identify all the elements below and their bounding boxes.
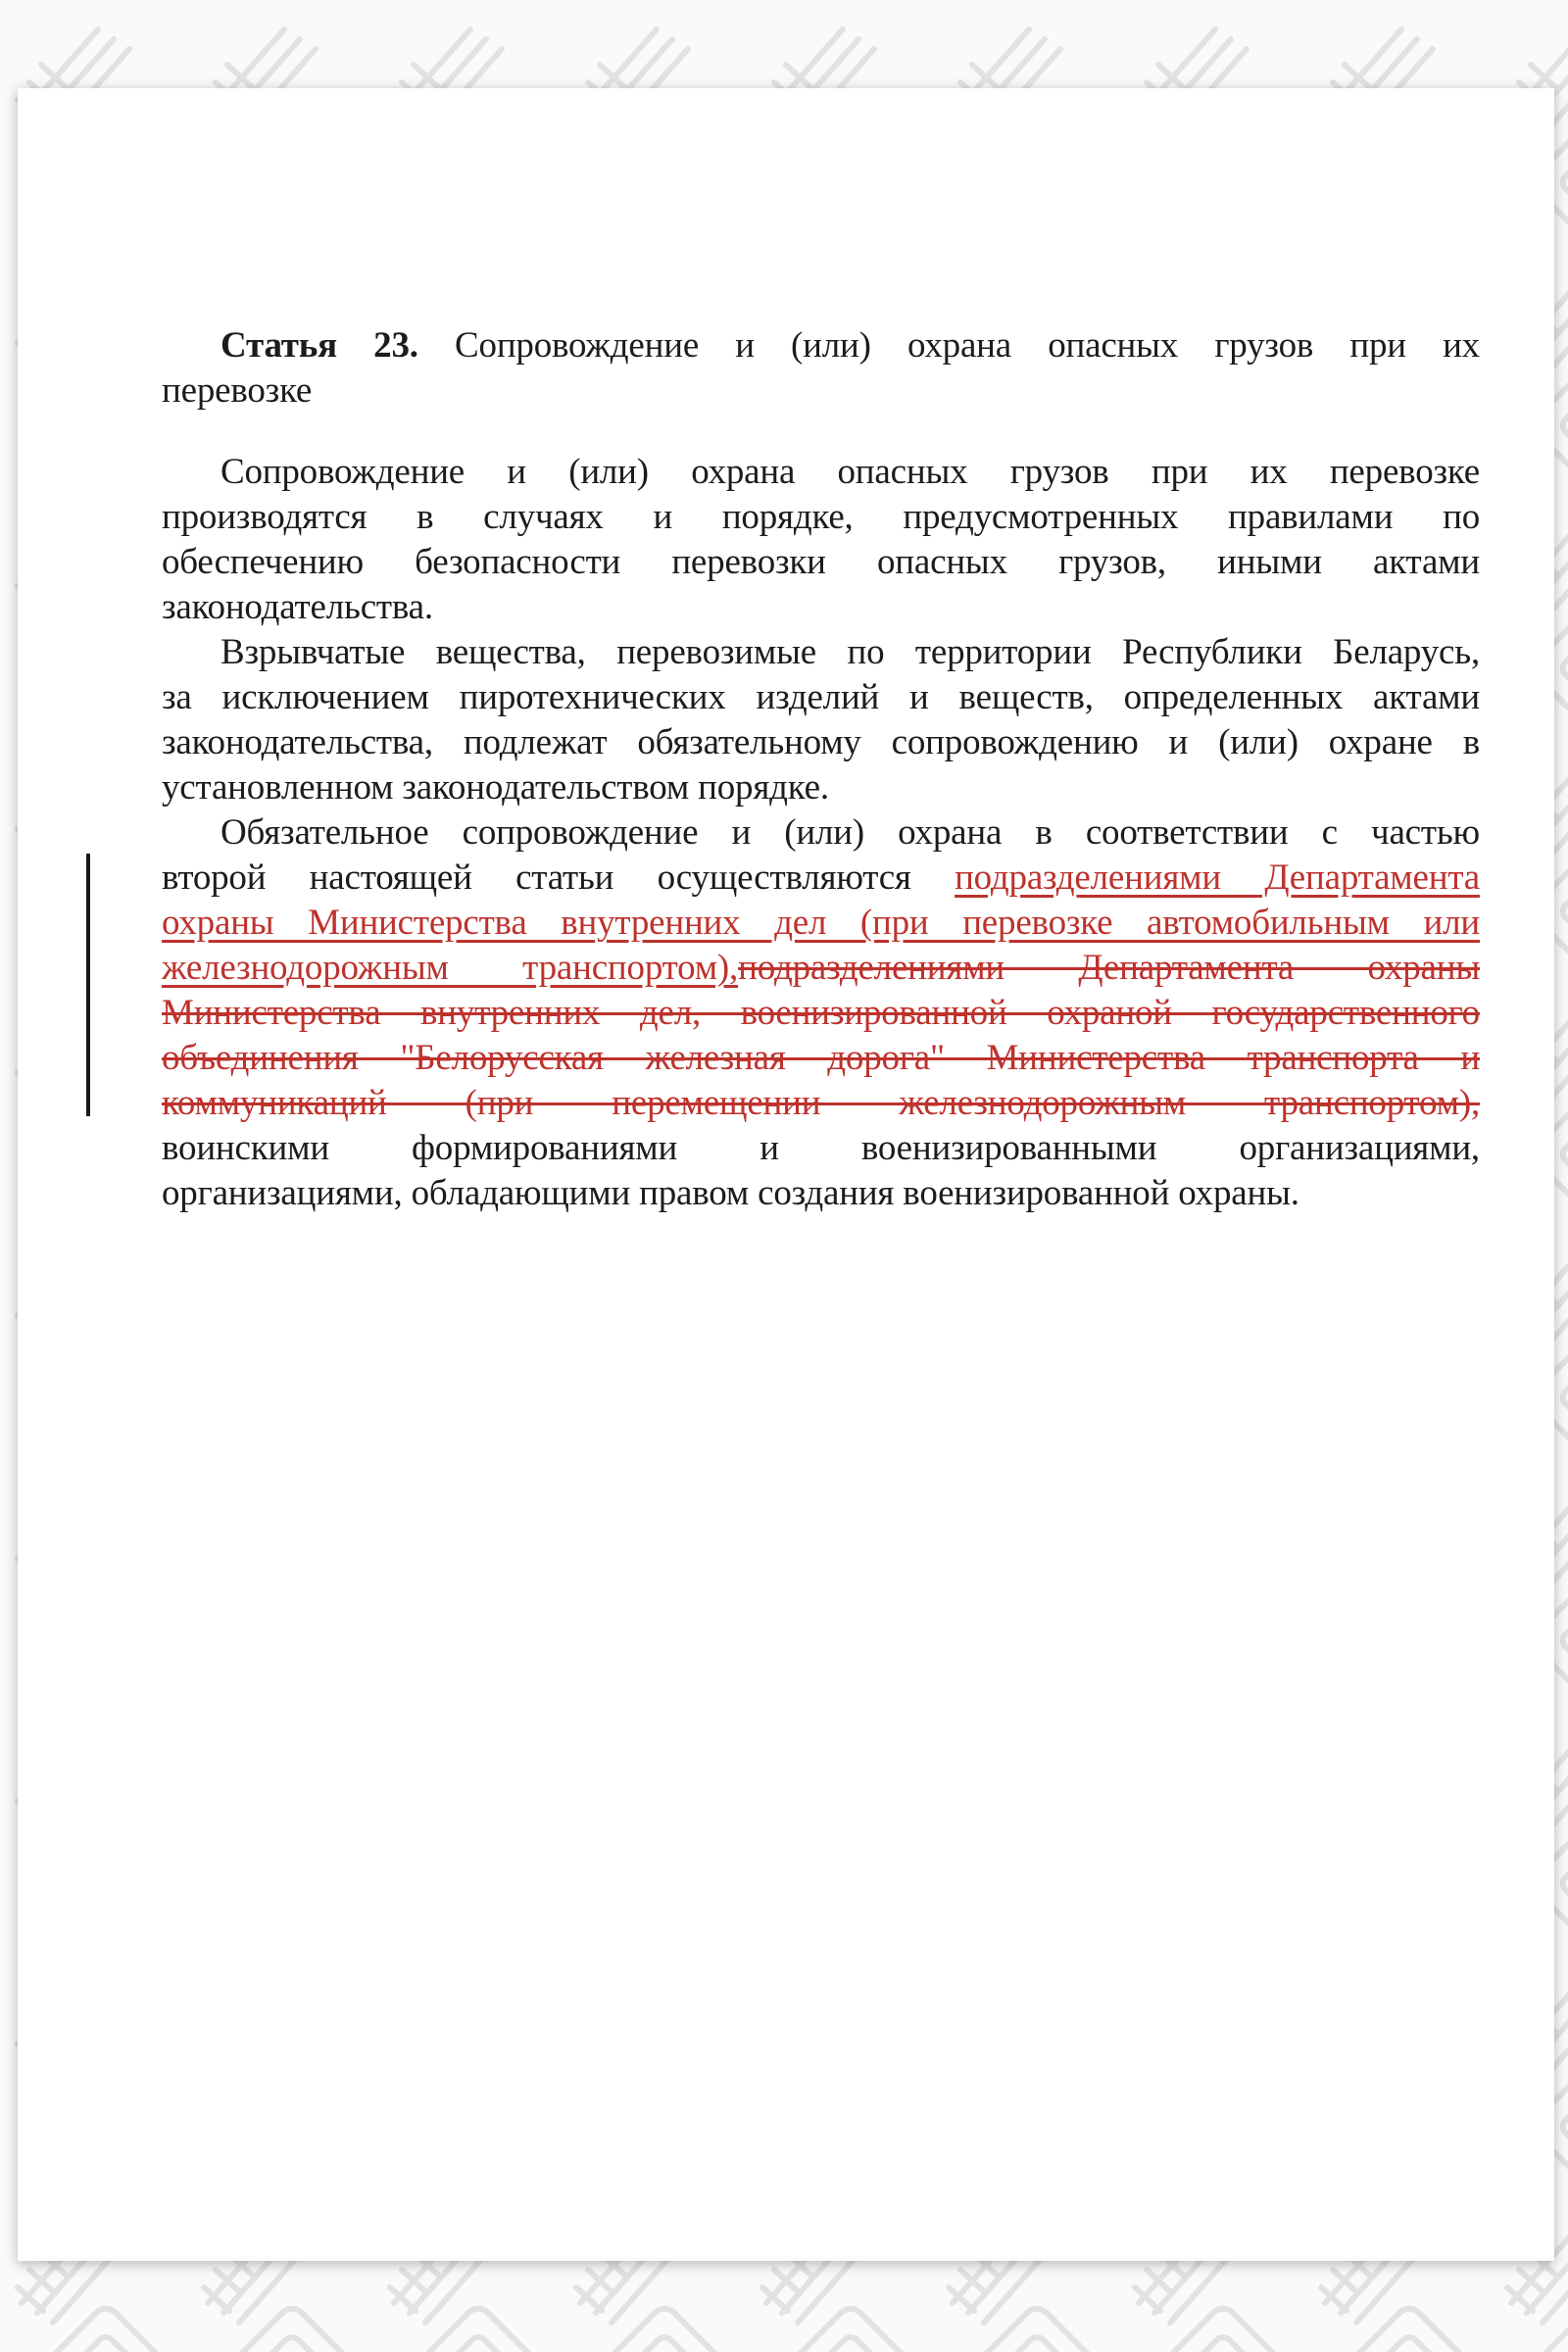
text-line — [162, 585, 1480, 630]
text-line — [162, 946, 1480, 991]
text-line — [162, 450, 1480, 495]
text-segment: второй настоящей статьи осуществляются — [162, 858, 956, 898]
deleted-text: объединения "Белорусская железная дорога" Министерства транспорта и — [162, 1038, 1480, 1078]
paragraph-2 — [162, 630, 1480, 810]
text-segment: установленном законодательством порядке. — [162, 767, 829, 808]
text-line — [162, 675, 1480, 720]
document-content — [162, 323, 1480, 1216]
text-line — [162, 765, 1480, 810]
text-line — [162, 901, 1480, 946]
text-line — [162, 991, 1480, 1036]
text-line — [162, 856, 1480, 901]
text-line — [162, 1126, 1480, 1171]
inserted-text: железнодорожным транспортом), — [162, 948, 739, 988]
text-line — [162, 810, 1480, 856]
text-segment: за исключением пиротехнических изделий и веществ, определенных актами — [162, 677, 1480, 717]
text-line — [162, 1081, 1480, 1126]
title-bold-text: Статья 23. — [220, 325, 418, 366]
text-line — [162, 720, 1480, 765]
text-segment: производятся в случаях и порядке, предусмотренных правилами по — [162, 497, 1480, 537]
text-segment: организациями, обладающими правом создания военизированной охраны. — [162, 1173, 1299, 1213]
inserted-text: подразделениями Департамента — [955, 858, 1480, 898]
text-line — [162, 368, 1480, 414]
inserted-text: охраны Министерства внутренних дел (при перевозке автомобильным или — [162, 903, 1480, 943]
text-segment: воинскими формированиями и военизированными организациями, — [162, 1128, 1480, 1168]
deleted-text: Министерства внутренних дел, военизированной охраной государственного — [162, 993, 1480, 1033]
text-line — [162, 495, 1480, 540]
document-page — [18, 88, 1554, 2261]
text-segment: Взрывчатые вещества, перевозимые по территории Республики Беларусь, — [220, 632, 1480, 672]
text-segment: Сопровождение и (или) охрана опасных грузов при их — [417, 325, 1480, 366]
paragraph-3 — [162, 810, 1480, 1216]
text-line — [162, 540, 1480, 585]
text-segment: законодательства. — [162, 587, 433, 627]
deleted-text: подразделениями Департамента охраны — [738, 948, 1480, 988]
paragraph-1 — [162, 450, 1480, 630]
text-segment: Обязательное сопровождение и (или) охрана в соответствии с частью — [220, 812, 1480, 853]
text-segment: Сопровождение и (или) охрана опасных грузов при их перевозке — [220, 452, 1480, 492]
revision-change-bar — [86, 854, 90, 1116]
deleted-text: коммуникаций (при перемещении железнодорожным транспортом), — [162, 1083, 1480, 1123]
text-line — [162, 630, 1480, 675]
text-segment: обеспечению безопасности перевозки опасных грузов, иными актами — [162, 542, 1480, 582]
text-line — [162, 1171, 1480, 1216]
text-line — [162, 323, 1480, 368]
text-segment: законодательства, подлежат обязательному сопровождению и (или) охране в — [162, 722, 1480, 762]
article-title — [162, 323, 1480, 414]
text-segment: перевозке — [162, 370, 313, 411]
text-line — [162, 1036, 1480, 1081]
